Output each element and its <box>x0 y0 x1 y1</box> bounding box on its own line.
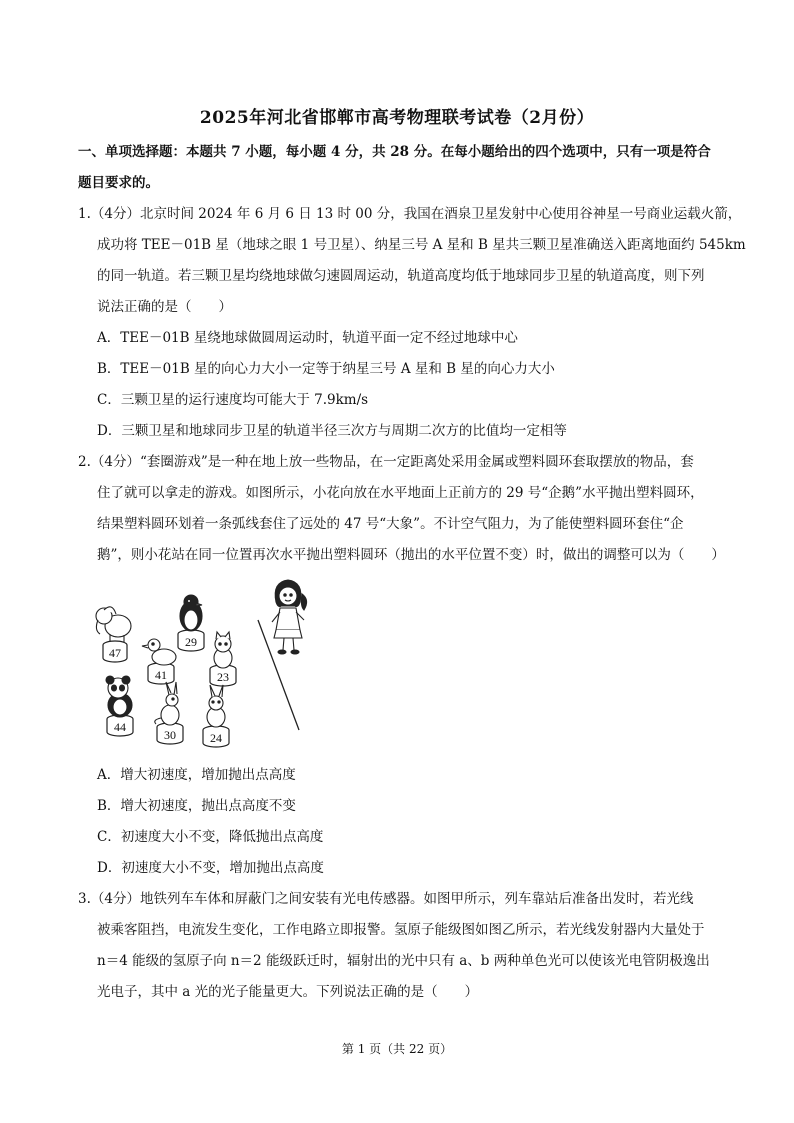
pedestal-label-47: 47 <box>109 646 121 660</box>
question-1-text: 成功将 TEE－01B 星（地球之眼 1 号卫星）、纳星三号 A 星和 B 星共三颗卫星准确送入距离地面约 545km <box>97 237 746 253</box>
pedestal-label-30: 30 <box>164 728 176 742</box>
question-2-text: 住了就可以拿走的游戏。如图所示，小花向放在水平地面上正前方的 29 号“企鹅”水平抛出塑料圆环， <box>97 485 704 501</box>
pedestal-label-23: 23 <box>217 670 229 684</box>
page-title: 2025年河北省邯郸市高考物理联考试卷（2月份） <box>199 108 595 128</box>
question-1-option-c: C．三颗卫星的运行速度均可能大于 7.9km/s <box>97 392 369 408</box>
question-3-text: 被乘客阻挡，电流发生变化，工作电路立即报警。氢原子能级图如图乙所示，若光线发射器内大量处于 <box>97 922 705 938</box>
penguin-icon <box>180 595 202 631</box>
question-3-text: 光电子，其中 a 光的光子能量更大。下列说法正确的是（ ） <box>97 984 479 1000</box>
question-1-text: 说法正确的是（ ） <box>97 299 232 315</box>
question-2-option-d: D．初速度大小不变，增加抛出点高度 <box>97 860 324 876</box>
pedestal-label-44: 44 <box>114 720 126 734</box>
question-3-text: n＝4 能级的氢原子向 n＝2 能级跃迁时，辐射出的光中只有 a、b 两种单色光可以使该光电管阴极逸出 <box>97 953 710 969</box>
question-1-option-d: D．三颗卫星和地球同步卫星的轨道半径三次方与周期二次方的比值均一定相等 <box>97 423 567 439</box>
bunny-icon <box>207 685 225 727</box>
elephant-icon <box>96 607 131 642</box>
panda-icon <box>106 676 132 717</box>
ring-toss-figure <box>92 572 318 754</box>
question-2-text: 结果塑料圆环划着一条弧线套住了远处的 47 号“大象”。不计空气阻力，为了能使塑料圆环套住“企 <box>97 516 684 532</box>
pedestal-label-41: 41 <box>155 668 167 682</box>
cat-icon <box>214 632 232 668</box>
pedestal-label-29: 29 <box>185 635 197 649</box>
question-1-option-a: A．TEE－01B 星绕地球做圆周运动时，轨道平面一定不经过地球中心 <box>97 330 518 346</box>
question-2-option-c: C．初速度大小不变，降低抛出点高度 <box>97 829 324 845</box>
question-2-option-b: B．增大初速度，抛出点高度不变 <box>97 798 296 814</box>
section-header-line: 题目要求的。 <box>78 175 159 191</box>
question-1-option-b: B．TEE－01B 星的向心力大小一定等于纳星三号 A 星和 B 星的向心力大小 <box>97 361 555 377</box>
duck-icon <box>142 639 176 665</box>
section-header <box>78 137 718 199</box>
pedestal-label-24: 24 <box>210 731 222 745</box>
question-2-option-a: A．增大初速度，增加抛出点高度 <box>97 767 296 783</box>
question-2-text: 鹅”，则小花站在同一位置再次水平抛出塑料圆环（抛出的水平位置不变）时，做出的调整可以为（ ） <box>97 547 725 563</box>
page-footer: 第 1 页（共 22 页） <box>341 1042 453 1056</box>
question-1-text: 1.（4分）北京时间 2024 年 6 月 6 日 13 时 00 分，我国在酒泉卫星发射中心使用谷神星一号商业运载火箭， <box>78 206 742 222</box>
rabbit-icon <box>155 682 179 725</box>
question-2-text: 2.（4分）“套圈游戏”是一种在地上放一些物品，在一定距离处采用金属或塑料圆环套取摆放的物品，套 <box>78 454 694 470</box>
question-1-text: 的同一轨道。若三颗卫星均绕地球做匀速圆周运动，轨道高度均低于地球同步卫星的轨道高度，则下列 <box>97 268 705 284</box>
question-3-text: 3.（4分）地铁列车车体和屏蔽门之间安装有光电传感器。如图甲所示，列车靠站后准备出发时，若光线 <box>78 891 694 907</box>
section-header-line: 一、单项选择题：本题共 7 小题，每小题 4 分，共 28 分。在每小题给出的四个选项中，只有一项是符合 <box>78 144 711 160</box>
girl-icon <box>272 580 307 654</box>
